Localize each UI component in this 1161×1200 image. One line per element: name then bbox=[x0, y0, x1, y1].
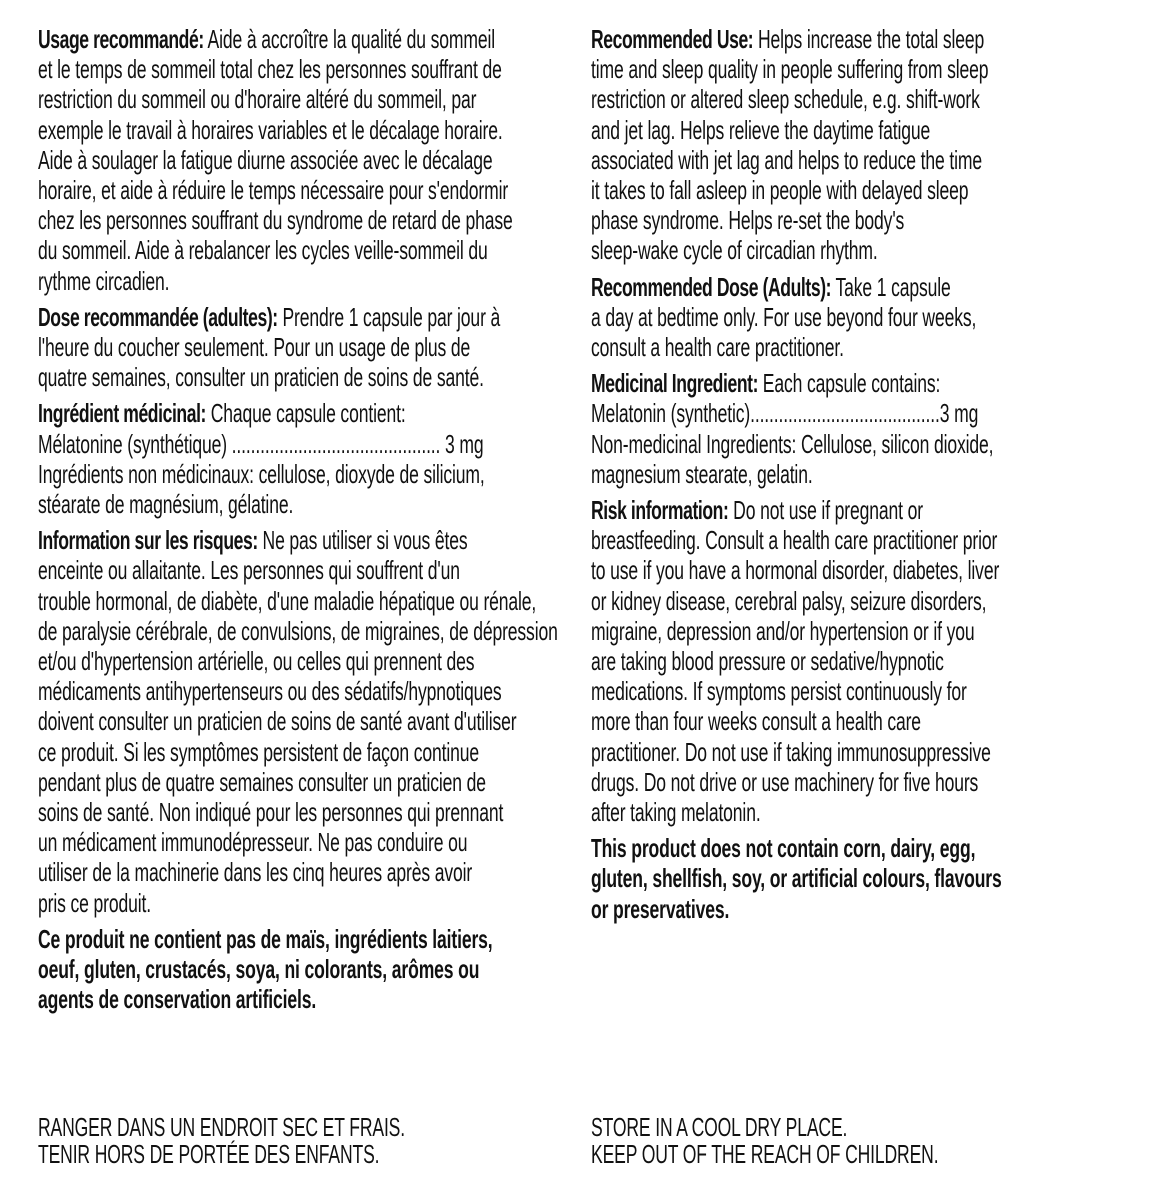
text-line bbox=[38, 706, 571, 736]
storage-instruction: KEEP OUT OF THE REACH OF CHILDREN. bbox=[591, 1139, 939, 1169]
section-text: Non-medicinal Ingredients: Cellulose, silicon dioxide, bbox=[591, 428, 994, 459]
section-text: migraine, depression and/or hypertension or if you bbox=[591, 615, 975, 646]
text-line bbox=[38, 429, 571, 459]
text-line bbox=[38, 737, 571, 767]
section-text: et/ou d'hypertension artérielle, ou celles qui prennent des bbox=[38, 646, 475, 677]
section-text: phase syndrome. Helps re-set the body's bbox=[591, 205, 905, 236]
text-line bbox=[38, 175, 571, 205]
label-section bbox=[38, 24, 571, 296]
label-section bbox=[591, 272, 1124, 363]
text-line bbox=[591, 646, 1124, 676]
section-text: enceinte ou allaitante. Les personnes qui souffrent d'un bbox=[38, 555, 460, 586]
section-text: de paralysie cérébrale, de convulsions, de migraines, de dépression bbox=[38, 615, 558, 646]
section-text: breastfeeding. Consult a health care practitioner prior bbox=[591, 525, 998, 556]
text-line bbox=[38, 888, 571, 918]
text-line bbox=[591, 205, 1124, 235]
text-line bbox=[38, 616, 571, 646]
text-line bbox=[38, 235, 571, 265]
allergen-statement bbox=[591, 833, 1124, 924]
text-line bbox=[591, 145, 1124, 175]
text-line bbox=[38, 459, 571, 489]
text-line bbox=[38, 489, 571, 519]
section-text: utiliser de la machinerie dans les cinq heures après avoir bbox=[38, 857, 473, 888]
text-line bbox=[38, 797, 571, 827]
section-text: oeuf, gluten, crustacés, soya, ni colorants, arômes ou bbox=[38, 954, 480, 985]
section-text: médicaments antihypertenseurs ou des sédatifs/hypnotiques bbox=[38, 676, 502, 707]
section-text: pendant plus de quatre semaines consulter un praticien de bbox=[38, 766, 486, 797]
text-line bbox=[591, 616, 1124, 646]
text-line bbox=[591, 586, 1124, 616]
section-text: This product does not contain corn, dairy, egg, bbox=[591, 833, 976, 864]
section-text: associated with jet lag and helps to reduce the time bbox=[591, 144, 983, 175]
storage-instruction: STORE IN A COOL DRY PLACE. bbox=[591, 1112, 848, 1142]
section-text: medications. If symptoms persist continuously for bbox=[591, 676, 967, 707]
text-line bbox=[591, 429, 1124, 459]
section-text: after taking melatonin. bbox=[591, 797, 761, 828]
section-text: doivent consulter un praticien de soins de santé avant d'utiliser bbox=[38, 706, 517, 737]
section-heading: Medicinal Ingredient: bbox=[591, 368, 759, 399]
section-text: pris ce produit. bbox=[38, 887, 151, 918]
section-text: du sommeil. Aide à rebalancer les cycles veille-sommeil du bbox=[38, 235, 488, 266]
label-section bbox=[38, 398, 571, 519]
text-line bbox=[38, 984, 571, 1014]
text-line bbox=[591, 495, 1124, 525]
section-text: Do not use if pregnant or bbox=[728, 495, 923, 526]
text-line bbox=[38, 586, 571, 616]
text-line bbox=[38, 924, 571, 954]
section-text: restriction or altered sleep schedule, e.g. shift-work bbox=[591, 84, 980, 115]
section-text: et le temps de sommeil total chez les personnes souffrant de bbox=[38, 54, 502, 85]
text-line bbox=[591, 797, 1124, 827]
text-line bbox=[591, 737, 1124, 767]
section-heading: Ingrédient médicinal: bbox=[38, 398, 207, 429]
text-line bbox=[38, 362, 571, 392]
section-heading: Recommended Dose (Adults): bbox=[591, 271, 832, 302]
storage-instruction: RANGER DANS UN ENDROIT SEC ET FRAIS. bbox=[38, 1112, 405, 1142]
text-line bbox=[38, 676, 571, 706]
text-line bbox=[38, 24, 571, 54]
section-text: Aide à accroître la qualité du sommeil bbox=[203, 24, 496, 54]
section-text: trouble hormonal, de diabète, d'une maladie hépatique ou rénale, bbox=[38, 585, 537, 616]
text-line bbox=[591, 894, 1124, 924]
section-text: Prendre 1 capsule par jour à bbox=[277, 301, 501, 332]
text-line bbox=[591, 302, 1124, 332]
section-heading: Information sur les risques: bbox=[38, 525, 258, 556]
text-line bbox=[591, 459, 1124, 489]
section-text: Ce produit ne contient pas de maïs, ingrédients laitiers, bbox=[38, 923, 493, 954]
text-line bbox=[591, 368, 1124, 398]
section-text: and jet lag. Helps relieve the daytime fatigue bbox=[591, 114, 931, 145]
section-text: Take 1 capsule bbox=[831, 271, 951, 302]
section-text: Melatonin (synthetic)........................................3 mg bbox=[591, 398, 979, 429]
section-heading: Recommended Use: bbox=[591, 24, 754, 54]
text-line bbox=[591, 555, 1124, 585]
text-line bbox=[38, 827, 571, 857]
section-text: ce produit. Si les symptômes persistent de façon continue bbox=[38, 736, 480, 767]
section-text: l'heure du coucher seulement. Pour un usage de plus de bbox=[38, 332, 471, 363]
text-line bbox=[591, 863, 1124, 893]
label-section bbox=[38, 525, 571, 918]
section-text: it takes to fall asleep in people with delayed sleep bbox=[591, 175, 969, 206]
text-line bbox=[38, 398, 571, 428]
section-text: chez les personnes souffrant du syndrome de retard de phase bbox=[38, 205, 513, 236]
section-text: un médicament immunodépresseur. Ne pas conduire ou bbox=[38, 827, 468, 858]
text-line bbox=[38, 84, 571, 114]
section-text: exemple le travail à horaires variables et le décalage horaire. bbox=[38, 114, 503, 145]
text-line bbox=[591, 175, 1124, 205]
text-line bbox=[38, 555, 571, 585]
storage-instruction: TENIR HORS DE PORTÉE DES ENFANTS. bbox=[38, 1139, 380, 1169]
text-line bbox=[38, 115, 571, 145]
text-line bbox=[38, 145, 571, 175]
section-text: gluten, shellfish, soy, or artificial colours, flavours bbox=[591, 863, 1002, 894]
text-line bbox=[38, 205, 571, 235]
section-text: soins de santé. Non indiqué pour les personnes qui prennant bbox=[38, 797, 504, 828]
section-text: or preservatives. bbox=[591, 893, 730, 924]
text-line bbox=[38, 954, 571, 984]
text-line bbox=[38, 767, 571, 797]
section-text: a day at bedtime only. For use beyond four weeks, bbox=[591, 301, 977, 332]
section-text: consult a health care practitioner. bbox=[591, 332, 844, 363]
section-text: stéarate de magnésium, gélatine. bbox=[38, 489, 294, 520]
text-line bbox=[591, 833, 1124, 863]
section-heading: Dose recommandée (adultes): bbox=[38, 301, 278, 332]
section-text: Ne pas utiliser si vous êtes bbox=[257, 525, 468, 556]
text-line bbox=[591, 54, 1124, 84]
label-section bbox=[591, 495, 1124, 827]
text-line bbox=[38, 857, 571, 887]
english-storage-footer bbox=[591, 1114, 1124, 1168]
section-text: restriction du sommeil ou d'horaire altéré du sommeil, par bbox=[38, 84, 477, 115]
section-text: rythme circadien. bbox=[38, 265, 170, 296]
text-line bbox=[591, 676, 1124, 706]
text-line bbox=[591, 115, 1124, 145]
text-line bbox=[38, 54, 571, 84]
label-section bbox=[591, 24, 1124, 266]
section-text: horaire, et aide à réduire le temps nécessaire pour s'endormir bbox=[38, 175, 509, 206]
text-line bbox=[38, 302, 571, 332]
section-text: are taking blood pressure or sedative/hypnotic bbox=[591, 646, 944, 677]
section-text: practitioner. Do not use if taking immunosuppressive bbox=[591, 736, 991, 767]
section-text: more than four weeks consult a health care bbox=[591, 706, 921, 737]
section-text: drugs. Do not drive or use machinery for five hours bbox=[591, 766, 979, 797]
english-column bbox=[591, 24, 1124, 930]
section-text: sleep-wake cycle of circadian rhythm. bbox=[591, 235, 878, 266]
text-line bbox=[591, 235, 1124, 265]
section-text: Chaque capsule contient: bbox=[206, 398, 406, 429]
french-storage-footer bbox=[38, 1114, 571, 1168]
section-text: or kidney disease, cerebral palsy, seizure disorders, bbox=[591, 585, 987, 616]
text-line bbox=[38, 646, 571, 676]
section-text: Helps increase the total sleep bbox=[753, 24, 985, 54]
text-line bbox=[591, 706, 1124, 736]
section-text: quatre semaines, consulter un praticien de soins de santé. bbox=[38, 362, 484, 393]
section-text: Ingrédients non médicinaux: cellulose, dioxyde de silicium, bbox=[38, 458, 485, 489]
french-column bbox=[38, 24, 571, 1021]
text-line bbox=[591, 525, 1124, 555]
label-section bbox=[38, 302, 571, 393]
text-line bbox=[591, 272, 1124, 302]
text-line bbox=[38, 332, 571, 362]
text-line bbox=[38, 266, 571, 296]
text-line bbox=[591, 84, 1124, 114]
section-text: magnesium stearate, gelatin. bbox=[591, 458, 813, 489]
allergen-statement bbox=[38, 924, 571, 1015]
section-heading: Usage recommandé: bbox=[38, 24, 204, 54]
section-text: Aide à soulager la fatigue diurne associée avec le décalage bbox=[38, 144, 493, 175]
text-line bbox=[591, 767, 1124, 797]
section-text: time and sleep quality in people suffering from sleep bbox=[591, 54, 989, 85]
section-heading: Risk information: bbox=[591, 495, 729, 526]
text-line bbox=[591, 24, 1124, 54]
text-line bbox=[591, 332, 1124, 362]
section-text: Mélatonine (synthétique) ............................................ 3 mg bbox=[38, 428, 484, 459]
text-line bbox=[38, 525, 571, 555]
section-text: agents de conservation artificiels. bbox=[38, 984, 317, 1015]
section-text: Each capsule contains: bbox=[758, 368, 941, 399]
label-section bbox=[591, 368, 1124, 489]
section-text: to use if you have a hormonal disorder, diabetes, liver bbox=[591, 555, 1000, 586]
text-line bbox=[591, 398, 1124, 428]
